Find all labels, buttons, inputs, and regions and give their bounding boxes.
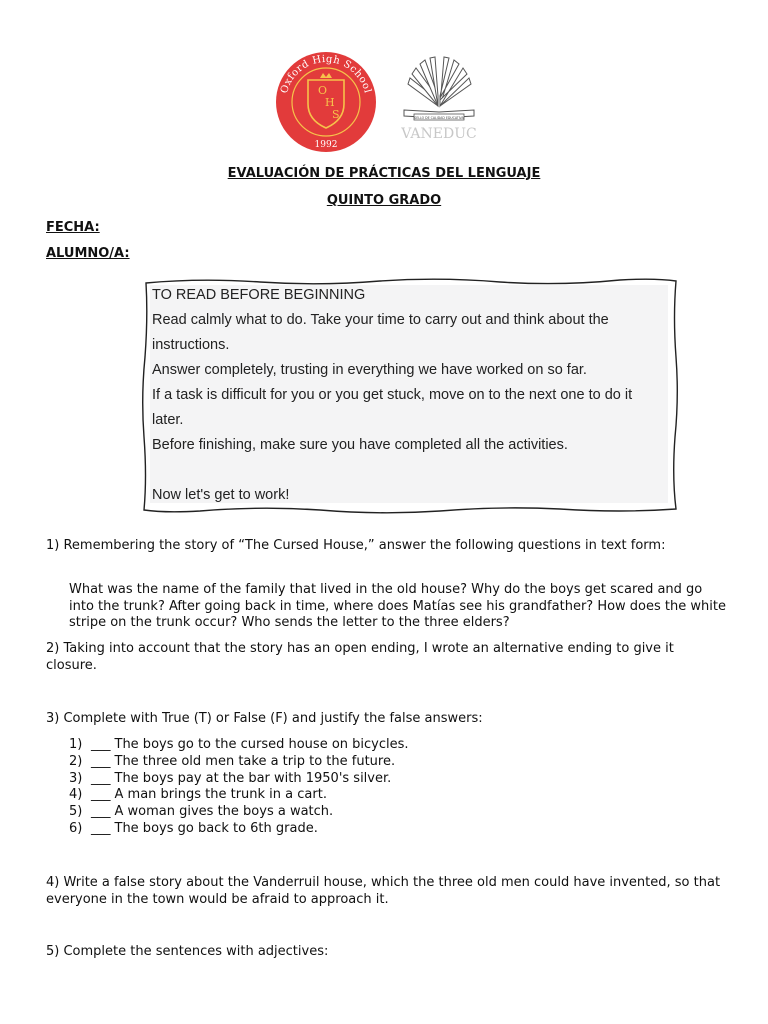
list-item [69,821,409,838]
vaneduc-logo [398,54,480,146]
vaneduc-banner-text: SELLO DE CALIDAD EDUCATIVA [414,116,464,120]
instructions-line [152,458,672,483]
grade-title: QUINTO GRADO [326,193,442,208]
instructions-line: instructions. [152,337,230,353]
item-number: 4) [69,787,83,803]
item-text: The boys go to the cursed house on bicycles. [114,737,409,752]
instructions-line: later. [152,412,184,428]
list-item [69,754,409,771]
school-logo [270,52,382,152]
question-3: 3) Complete with True (T) or False (F) and justify the false answers: [46,711,483,726]
item-text: A woman gives the boys a watch. [114,804,334,820]
question-1: 1) Remembering the story of “The Cursed House,” answer the following questions in text form: [46,538,666,553]
school-logo-initial-s: S [332,108,340,121]
item-number: 1) [69,737,83,752]
date-label: FECHA: [46,220,100,235]
instructions-line: Answer completely, trusting in everything we have worked on so far. [152,362,587,378]
item-text: The boys go back to 6th grade. [114,820,318,836]
instructions-text [152,283,672,508]
school-logo-year: 1992 [314,140,338,150]
school-logo-name: Oxford High School [278,53,373,95]
answer-blank[interactable]: ___ [91,770,111,786]
instructions-line: Read calmly what to do. Take your time to carry out and think about the [152,312,609,328]
item-number: 2) [69,753,83,769]
school-logo-initial-o: O [318,84,328,97]
instructions-line: If a task is difficult for you or you get stuck, move on to the next one to do it [152,387,633,403]
item-text: The three old men take a trip to the future. [114,753,396,769]
answer-blank[interactable]: ___ [91,804,111,820]
list-item [69,787,409,804]
answer-blank[interactable]: ___ [91,787,111,803]
page-title: EVALUACIÓN DE PRÁCTICAS DEL LENGUAJE [227,166,541,181]
instructions-title: TO READ BEFORE BEGINNING [152,287,366,303]
list-item [69,804,409,821]
answer-blank[interactable]: ___ [91,737,111,752]
logos-row [0,52,768,152]
vaneduc-caption: VANEDUC [401,126,477,142]
true-false-list [69,737,409,838]
answer-blank[interactable]: ___ [91,753,111,769]
item-text: A man brings the trunk in a cart. [114,787,327,803]
item-text: The boys pay at the bar with 1950's silver. [114,770,392,786]
question-4: 4) Write a false story about the Vanderruil house, which the three old men could have invented, so that everyone in the town would be afraid to approach it. [46,875,721,907]
instructions-box [140,277,680,515]
answer-blank[interactable]: ___ [91,820,111,836]
instructions-closing: Now let's get to work! [152,487,290,503]
list-item [69,737,409,754]
instructions-line: Before finishing, make sure you have completed all the activities. [152,437,568,453]
question-2: 2) Taking into account that the story has an open ending, I wrote an alternative ending to give it closure. [46,641,674,673]
item-number: 6) [69,820,83,836]
item-number: 5) [69,804,83,820]
item-number: 3) [69,770,83,786]
question-1-detail: What was the name of the family that lived in the old house? Why do the boys get scared and go into the trunk? After going back in time, where does Matías see his grandfather? How does the white stripe on the trunk occur? Who sends the letter to the three elders? [69,582,726,630]
question-5: 5) Complete the sentences with adjectives: [46,944,329,959]
student-label: ALUMNO/A: [46,246,130,261]
list-item [69,771,409,788]
school-logo-initial-h: H [325,96,335,109]
